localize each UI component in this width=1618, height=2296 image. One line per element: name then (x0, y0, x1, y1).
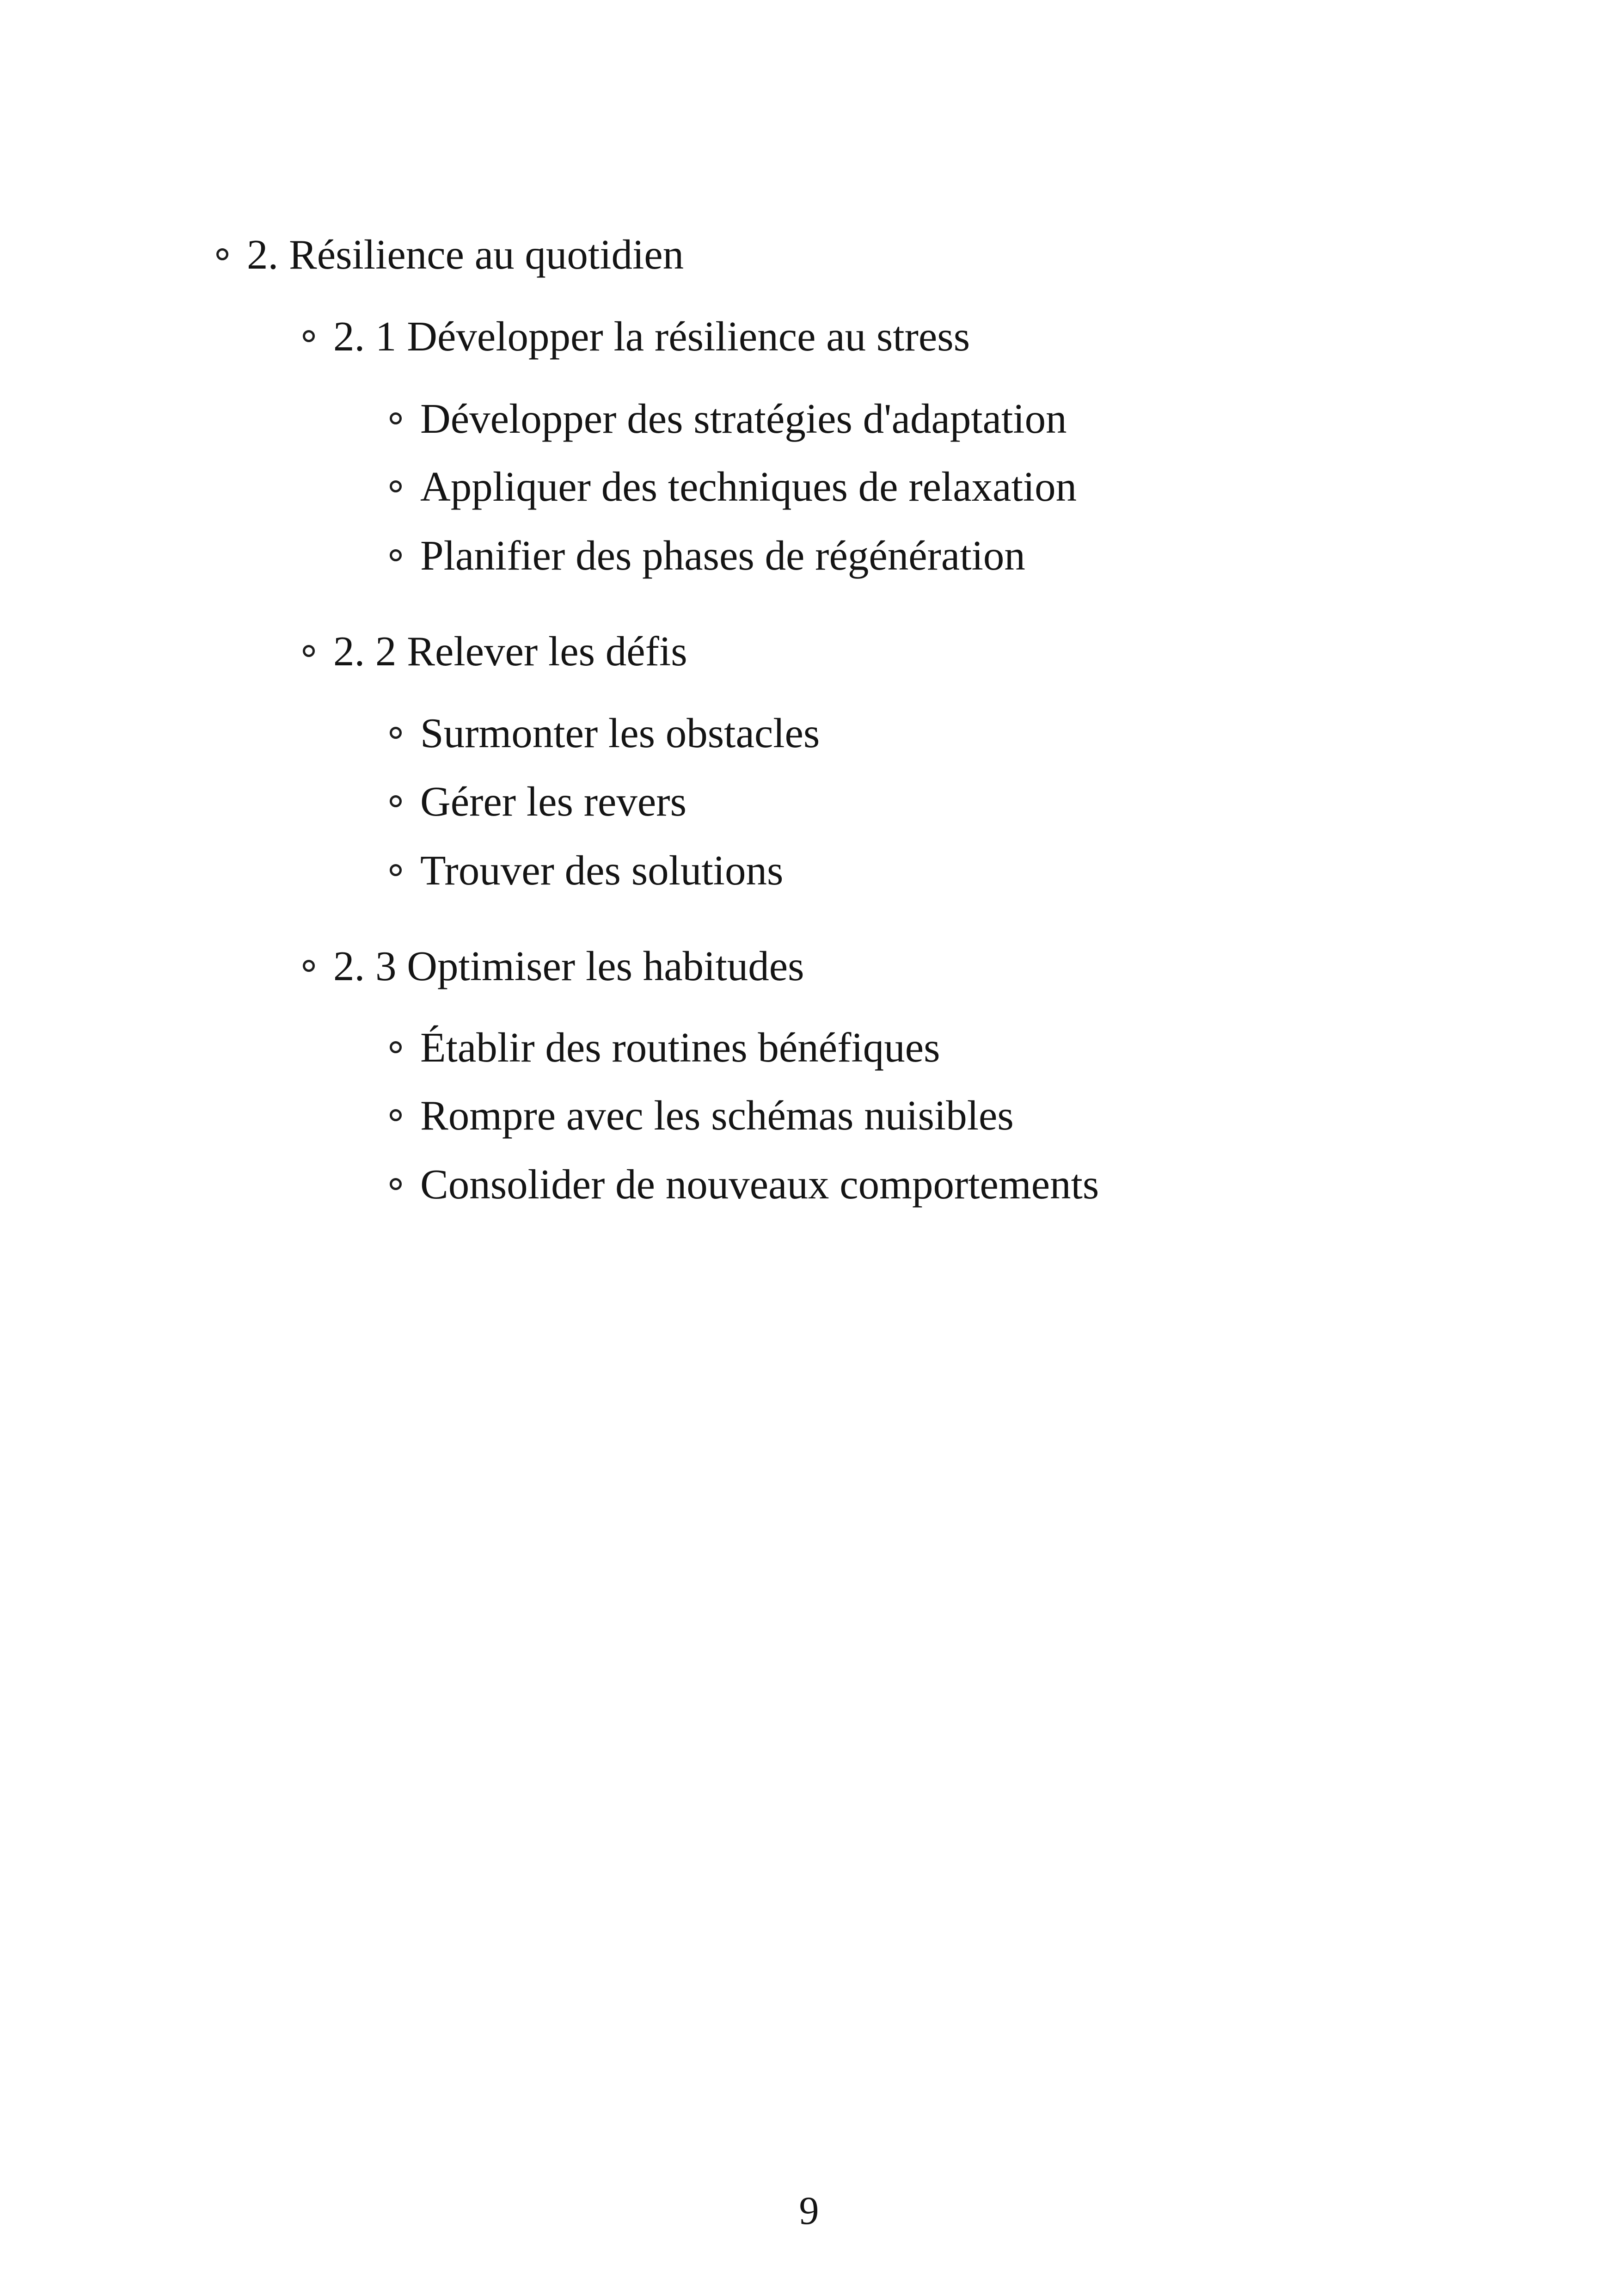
list-item-text: Surmonter les obstacles (420, 709, 820, 756)
list-item-text: Consolider de nouveaux comportements (420, 1160, 1099, 1208)
list-item (390, 530, 1025, 581)
subsection-heading (303, 311, 970, 362)
subsection-title: 2. 1 Développer la résilience au stress (333, 313, 970, 360)
subsection-title: 2. 3 Optimiser les habitudes (333, 942, 804, 989)
hollow-circle-bullet-icon (390, 412, 402, 424)
hollow-circle-bullet-icon (390, 1041, 402, 1053)
subsection-heading (303, 626, 687, 676)
list-item (390, 845, 783, 896)
section-heading (216, 229, 684, 280)
hollow-circle-bullet-icon (390, 795, 402, 807)
list-item-text: Trouver des solutions (420, 847, 784, 894)
section-title: 2. Résilience au quotidien (247, 231, 684, 278)
subsection-heading (303, 940, 804, 991)
hollow-circle-bullet-icon (303, 330, 315, 342)
hollow-circle-bullet-icon (303, 960, 315, 972)
hollow-circle-bullet-icon (390, 480, 402, 492)
list-item-text: Planifier des phases de régénération (420, 532, 1025, 579)
list-item (390, 776, 686, 827)
list-item (390, 1090, 1014, 1141)
hollow-circle-bullet-icon (390, 1178, 402, 1190)
list-item (390, 461, 1077, 512)
list-item-text: Établir des routines bénéfiques (420, 1024, 940, 1071)
hollow-circle-bullet-icon (216, 248, 228, 260)
list-item (390, 1022, 940, 1073)
subsection-title: 2. 2 Relever les défis (333, 627, 687, 675)
hollow-circle-bullet-icon (390, 549, 402, 561)
hollow-circle-bullet-icon (390, 864, 402, 876)
list-item-text: Gérer les revers (420, 778, 686, 825)
list-item-text: Rompre avec les schémas nuisibles (420, 1092, 1014, 1139)
list-item (390, 1159, 1099, 1209)
hollow-circle-bullet-icon (390, 727, 402, 739)
hollow-circle-bullet-icon (390, 1109, 402, 1121)
hollow-circle-bullet-icon (303, 645, 315, 657)
list-item-text: Appliquer des techniques de relaxation (420, 463, 1077, 510)
list-item (390, 393, 1067, 444)
page-number: 9 (799, 2188, 819, 2233)
list-item (390, 707, 820, 758)
list-item-text: Développer des stratégies d'adaptation (420, 395, 1067, 442)
